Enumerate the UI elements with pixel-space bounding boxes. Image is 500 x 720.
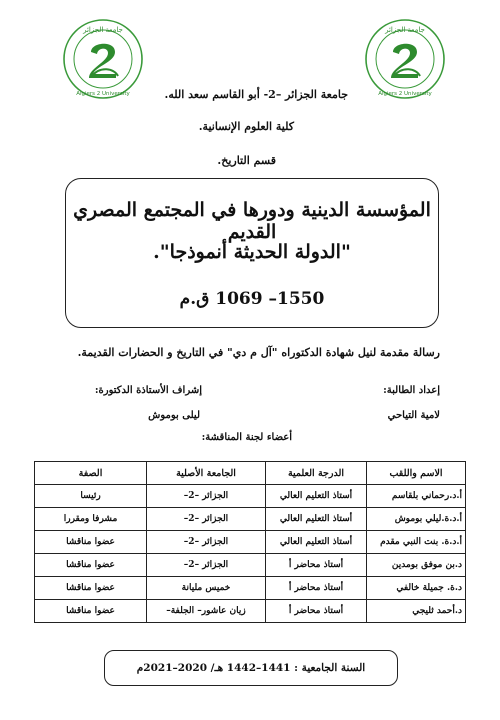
member-university: زيان عاشور– الجلفة–	[147, 600, 266, 623]
member-name: د.أحمد ثليجي	[367, 600, 466, 623]
figure-2-emblem	[391, 44, 418, 78]
table-row	[35, 600, 466, 623]
member-rank: أستاذ التعليم العالي	[266, 508, 367, 531]
logo-text-bottom: Algiers 2 University	[76, 91, 130, 97]
logo-text-bottom: Algiers 2 University	[378, 91, 432, 97]
university-logo-left	[62, 18, 144, 100]
figure-2-emblem	[89, 44, 116, 78]
member-university: الجزائر –2–	[147, 531, 266, 554]
member-rank: أستاذ محاضر أ	[266, 554, 367, 577]
student-name: لامية التياحي	[387, 410, 440, 421]
committee-table	[34, 461, 466, 623]
member-university: الجزائر –2–	[147, 508, 266, 531]
member-university: الجزائر –2–	[147, 485, 266, 508]
academic-year: السنة الجامعية : 1441–1442 هـ/ 2020–2021م	[104, 650, 398, 686]
committee-label: أعضاء لجنة المناقشة:	[201, 432, 292, 443]
member-university: الجزائر –2–	[147, 554, 266, 577]
member-rank: أستاذ محاضر أ	[266, 577, 367, 600]
member-role: عضوا مناقشا	[35, 531, 147, 554]
member-university: خميس مليانة	[147, 577, 266, 600]
header-university: الجامعة الأصلية	[147, 462, 266, 485]
supervisor-name: ليلى بوموش	[148, 410, 200, 421]
header-name: الاسم واللقب	[367, 462, 466, 485]
thesis-title-line2: "الدولة الحديثة أنموذجا".	[153, 241, 351, 263]
member-rank: أستاذ محاضر أ	[266, 600, 367, 623]
supervision-label: إشراف الأستاذة الدكتورة:	[94, 385, 202, 396]
title-box	[65, 178, 439, 328]
thesis-title-line1: المؤسسة الدينية ودورها في المجتمع المصري القديم	[73, 199, 431, 243]
table-row	[35, 485, 466, 508]
table-header-row	[35, 462, 466, 485]
table-row	[35, 554, 466, 577]
member-role: عضوا مناقشا	[35, 554, 147, 577]
member-role: مشرفا ومقررا	[35, 508, 147, 531]
thesis-title-dates: 1550– 1069 ق.م	[179, 289, 325, 309]
university-name: جامعة الجزائر –2- أبو القاسم سعد الله.	[164, 88, 348, 101]
member-name: د.بن موفق بومدين	[367, 554, 466, 577]
prepared-by-label: إعداد الطالبة:	[383, 385, 440, 396]
department-name: قسم التاريخ.	[217, 154, 276, 167]
member-name: د.ة. جميلة خالفي	[367, 577, 466, 600]
thesis-description: رسالة مقدمة لنيل شهادة الدكتوراه "آل م دي" في التاريخ و الحضارات القديمة.	[77, 346, 440, 359]
logo-text-top: جامعة الجزائر	[385, 26, 425, 34]
table-row	[35, 508, 466, 531]
table-row	[35, 531, 466, 554]
member-rank: أستاذ التعليم العالي	[266, 485, 367, 508]
member-name: أ.د.ة.ليلي بوموش	[367, 508, 466, 531]
faculty-name: كلية العلوم الإنسانية.	[198, 120, 294, 133]
university-logo-right	[364, 18, 446, 100]
member-role: رئيسا	[35, 485, 147, 508]
member-rank: أستاذ التعليم العالي	[266, 531, 367, 554]
member-role: عضوا مناقشا	[35, 600, 147, 623]
member-name: أ.د.ة. بنت النبي مقدم	[367, 531, 466, 554]
member-role: عضوا مناقشا	[35, 577, 147, 600]
table-row	[35, 577, 466, 600]
member-name: أ.د.رحماني بلقاسم	[367, 485, 466, 508]
header-rank: الدرجة العلمية	[266, 462, 367, 485]
logo-text-top: جامعة الجزائر	[83, 26, 123, 34]
header-role: الصفة	[35, 462, 147, 485]
